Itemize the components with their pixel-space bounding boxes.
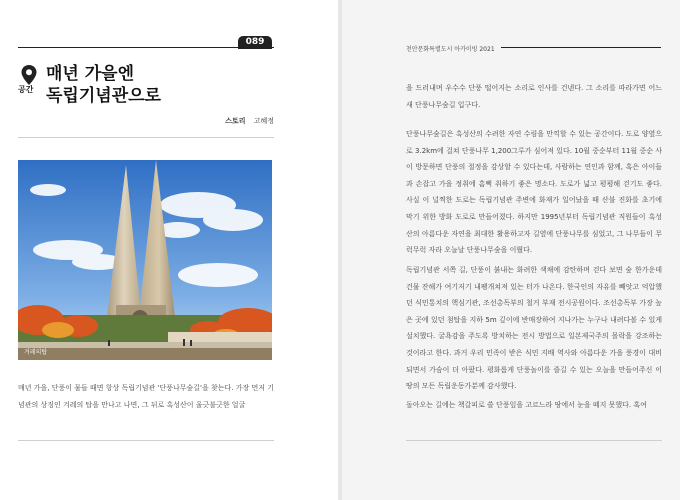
- bottom-rule-right: [406, 440, 662, 441]
- credit-author: 고혜정: [253, 117, 274, 125]
- credit-role: 스토리: [225, 117, 246, 125]
- title-line-1: 매년 가을엔: [46, 64, 135, 84]
- header-rule: [501, 47, 661, 48]
- left-paragraph: 매년 가을, 단풍이 물들 때면 항상 독립기념관 '단풍나무숲길'을 찾는다. 가장 먼저 기념관의 상징인 겨레의 탑을 만나고 나면, 그 뒤로 흑성산이 울긋불긋한 얼굴: [18, 384, 274, 409]
- right-paragraph-1: 을 드러내며 우수수 단풍 떨어지는 소리로 인사를 건넨다. 그 소리를 따라가면 어느새 단풍나무숲길 입구다.: [406, 84, 662, 109]
- right-paragraph-4: 돌아오는 길에는 책갈피로 쓸 단풍잎을 고르느라 땅에서 눈을 떼지 못했다. 혹여: [406, 401, 647, 409]
- right-paragraph-2: 단풍나무숲길은 흑성산의 수려한 자연 수림을 만끽할 수 있는 공간이다. 도로 양옆으로 3.2km에 걸쳐 단풍나무 1,200그루가 심어져 있다. 10월 중순부터 11월 중순 사이 방문하면 단풍의 절정을 감상할 수 있다는데, 사람하는 연인과 함께, 혹은 아이들과 손잡고 가을 정취에 흠뻑 취하기 좋은 명소다. 도로가 넓고 평평해 걷기도 좋다. 사실 이 널찍한 도로는 독립기념관 주변에 화재가 일어났을 때 산불 진화를 초기에 막기 위한 방화 도로로 만들어졌다. 하지만 1995년부터 독립기념관 직원들이 흑성산의 아름다운 자연을 최대한 활용하고자 길옆에 단풍나무를 심었고, 그 나무들이 무럭무럭 자라 오늘날 단풍나무숲을 이뤘다.: [406, 130, 662, 255]
- photo-caption: 겨레의탑: [24, 349, 48, 356]
- page-number: 089: [238, 36, 272, 49]
- title-line-2: 독립기념관으로: [46, 86, 161, 106]
- right-paragraph-3: 독립기념관 서쪽 길, 단풍이 붉내는 화려한 색채에 감탄하며 걷다 보면 숲 한가운데 건물 잔해가 여기저기 내팽개쳐져 있는 터가 나온다. 한국인의 자유를 빼앗고 억압했던 식민통치의 핵심기관, 조선총독부의 철거 부재 전시공원이다. 조선총독부 가장 높은 곳에 있던 첨탑을 지하 5m 깊이에 반매장하여 지나가는 누구나 내려다볼 수 있게 설치했다. 굴욕감을 주도록 방치하는 전시 방법으로 일본제국주의 몰락을 강조하는 것이라고 한다. 과거 우리 민족이 받은 식민 지배 역사와 아름다운 가을 풍경이 대비되면서 가슴이 더 아팠다. 평화롭게 단풍놀이를 즐길 수 있는 오늘을 만들어주신 이 땅의 모든 독립운동가분께 감사했다.: [406, 266, 662, 391]
- running-header: 천안문화특별도시 아카이빙 2021: [406, 46, 495, 53]
- section-label: 공간: [18, 85, 34, 94]
